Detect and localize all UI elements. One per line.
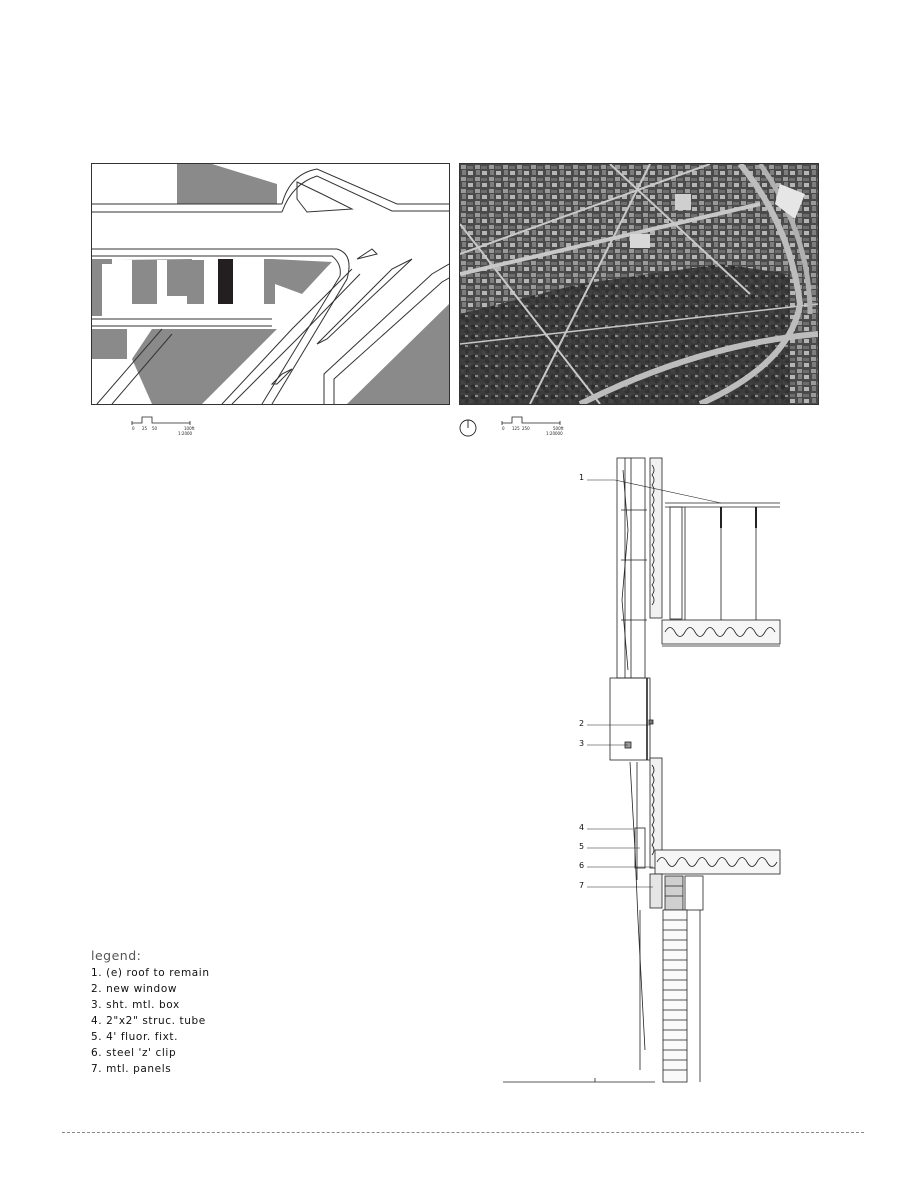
building-block-west: [92, 259, 112, 316]
callout-7: 7: [579, 881, 585, 890]
building-block-east: [237, 259, 332, 304]
scale-ratio: 1:2000: [178, 431, 193, 436]
scale-tick: 25: [142, 426, 148, 431]
callout-6: 6: [579, 861, 585, 870]
aerial-scale-bar: [458, 415, 578, 443]
aerial-photo-image: [460, 164, 818, 404]
scale-tick: 500ft: [553, 426, 564, 431]
callout-5: 5: [579, 842, 585, 851]
legend-list: [91, 965, 311, 1077]
callout-1: 1: [579, 473, 585, 482]
target-building: [218, 259, 233, 304]
legend-item: 4. 2"x2" struc. tube: [91, 1015, 206, 1027]
legend-item: 5. 4' fluor. fixt.: [91, 1031, 179, 1043]
building-block-north: [177, 164, 277, 204]
scale-tick: 0: [502, 426, 505, 431]
north-arrow-icon: [460, 420, 476, 436]
legend-item: 7. mtl. panels: [91, 1063, 172, 1075]
legend-item: 3. sht. mtl. box: [91, 999, 180, 1011]
building-block-middle: [114, 259, 204, 304]
footer-divider: [62, 1132, 864, 1133]
aerial-photo: [459, 163, 819, 405]
scale-tick: 50: [152, 426, 158, 431]
scale-tick: 0: [132, 426, 135, 431]
legend-item: 2. new window: [91, 983, 178, 995]
site-plan-map: [91, 163, 450, 405]
legend-item: 1. (e) roof to remain: [91, 967, 210, 979]
building-block-south: [132, 329, 277, 404]
callout-2: 2: [579, 719, 585, 728]
callout-3: 3: [579, 739, 585, 748]
scale-tick: 250: [522, 426, 530, 431]
site-plan-drawing: [92, 164, 449, 404]
legend-title: legend:: [91, 948, 142, 963]
wall-section-drawing: [495, 450, 795, 1090]
site-plan-scale-bar: [130, 415, 210, 441]
scale-tick: 125: [512, 426, 520, 431]
building-block-sw: [92, 329, 127, 359]
scale-ratio: 1:20000: [546, 431, 563, 436]
legend: [91, 948, 311, 1077]
scale-tick: 100ft: [184, 426, 195, 431]
legend-item: 6. steel 'z' clip: [91, 1047, 177, 1059]
callout-4: 4: [579, 823, 585, 832]
